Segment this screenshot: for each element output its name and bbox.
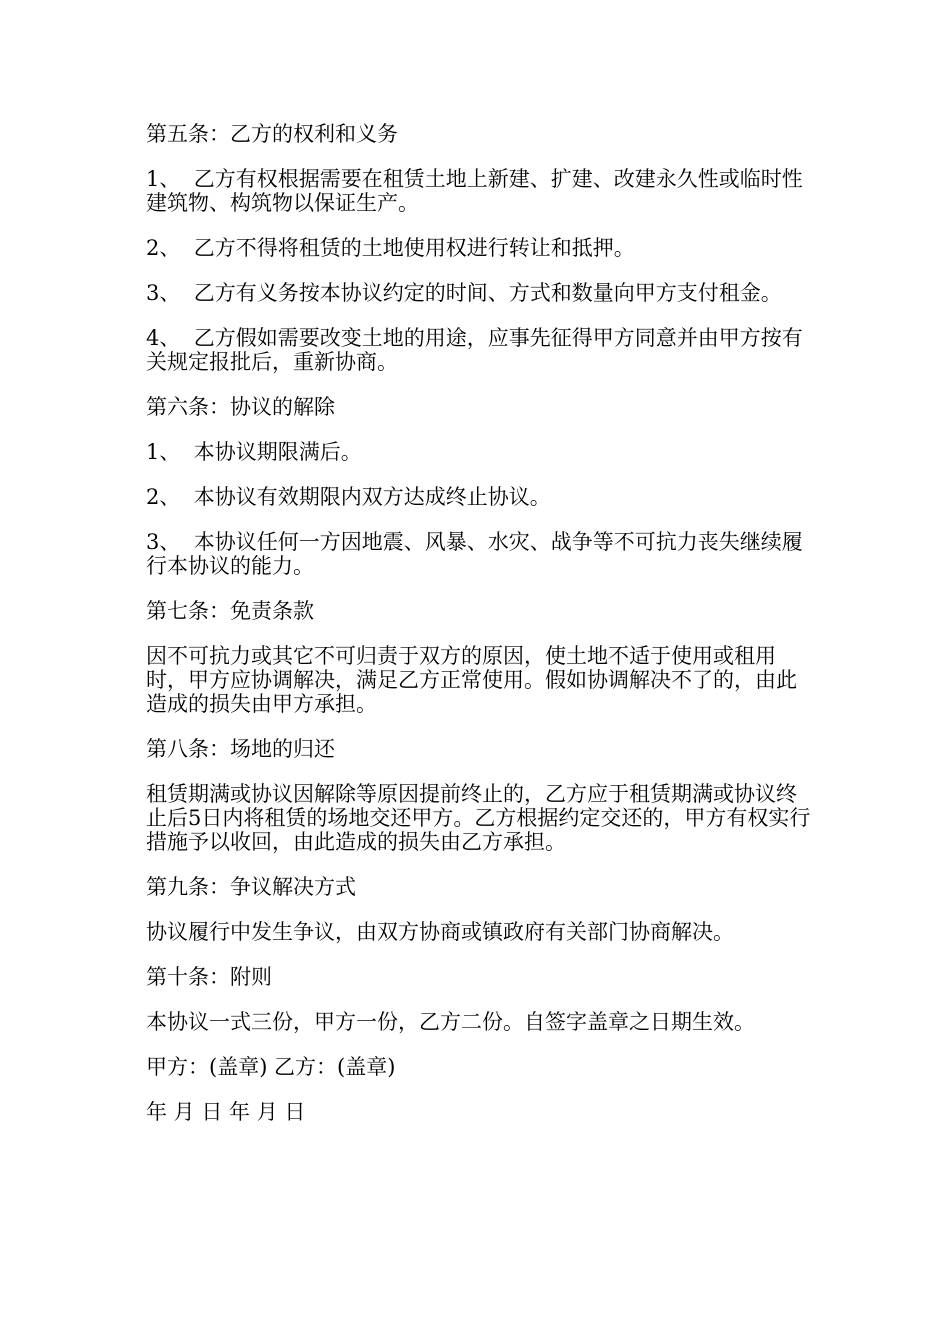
article-5-item-3: 3、 乙方有义务按本协议约定的时间、方式和数量向甲方支付租金。 <box>146 281 782 305</box>
article-8-heading: 第八条：场地的归还 <box>146 737 335 761</box>
article-9-heading: 第九条：争议解决方式 <box>146 875 356 899</box>
date-line: 年 月 日 年 月 日 <box>146 1100 306 1124</box>
article-6-item-2: 2、 本协议有效期限内双方达成终止协议。 <box>146 485 551 509</box>
article-7-heading: 第七条：免责条款 <box>146 599 314 623</box>
article-5-item-1: 1、 乙方有权根据需要在租赁土地上新建、扩建、改建永久性或临时性建筑物、构筑物以保证生产。 <box>146 167 803 215</box>
article-6-item-3: 3、 本协议任何一方因地震、风暴、水灾、战争等不可抗力丧失继续履行本协议的能力。 <box>146 530 803 578</box>
article-5-item-2: 2、 乙方不得将租赁的土地使用权进行转让和抵押。 <box>146 236 635 260</box>
article-5-heading: 第五条：乙方的权利和义务 <box>146 122 398 146</box>
article-6-heading: 第六条：协议的解除 <box>146 395 335 419</box>
document-page <box>146 122 814 1145</box>
article-8-body: 租赁期满或协议因解除等原因提前终止的，乙方应于租赁期满或协议终止后5日内将租赁的场地交还甲方。乙方根据约定交还的，甲方有权实行措施予以收回，由此造成的损失由乙方承担。 <box>146 782 811 854</box>
article-5-item-4: 4、 乙方假如需要改变土地的用途，应事先征得甲方同意并由甲方按有关规定报批后，重新协商。 <box>146 326 803 374</box>
article-7-body: 因不可抗力或其它不可归责于双方的原因，使土地不适于使用或租用时，甲方应协调解决，满足乙方正常使用。假如协调解决不了的，由此造成的损失由甲方承担。 <box>146 644 797 716</box>
article-10-heading: 第十条：附则 <box>146 965 272 989</box>
article-10-body: 本协议一式三份，甲方一份，乙方二份。自签字盖章之日期生效。 <box>146 1010 755 1034</box>
article-9-body: 协议履行中发生争议，由双方协商或镇政府有关部门协商解决。 <box>146 920 734 944</box>
article-6-item-1: 1、 本协议期限满后。 <box>146 440 362 464</box>
signature-line: 甲方：(盖章) 乙方：(盖章) <box>146 1055 396 1079</box>
